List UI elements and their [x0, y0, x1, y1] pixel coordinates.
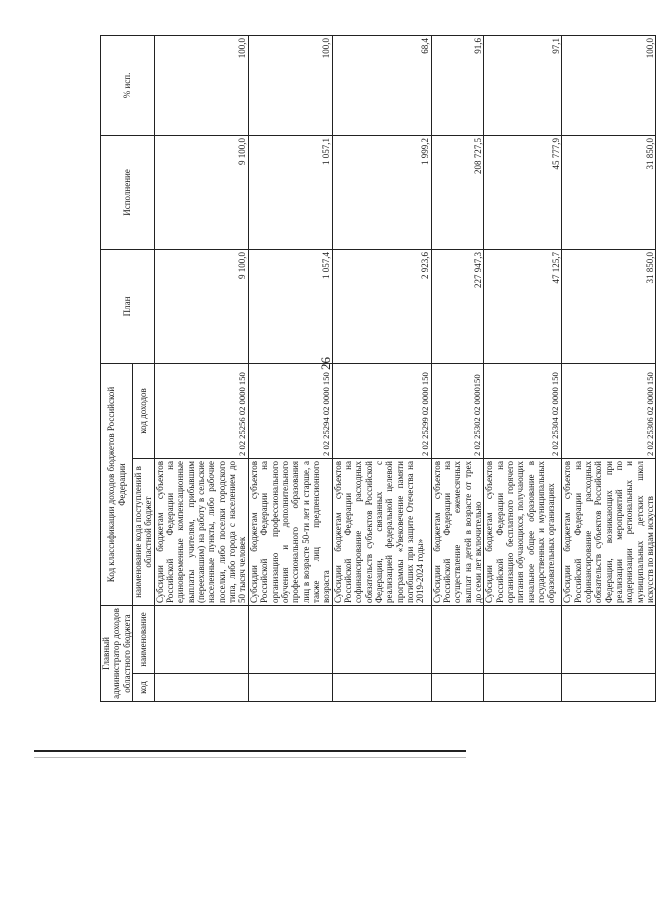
header-main-admin: Главный администратор доходов областного бюджета [101, 606, 133, 702]
revenue-code-cell: 2 02 25302 02 0000150 [431, 363, 484, 458]
admin-name-cell [154, 606, 248, 674]
execution-cell: 45 777,9 [484, 135, 562, 249]
admin-name-cell [332, 606, 431, 674]
revenue-code-cell: 2 02 25256 02 0000 150 [154, 363, 248, 458]
admin-name-cell [431, 606, 484, 674]
revenue-code-cell: 2 02 25299 02 0000 150 [332, 363, 431, 458]
revenue-code-cell: 2 02 25304 02 0000 150 [484, 363, 562, 458]
percent-cell: 97,1 [484, 35, 562, 135]
table-row [431, 35, 484, 701]
plan-cell: 2 923,6 [332, 249, 431, 363]
horizontal-rule-secondary [34, 757, 466, 758]
subheader-revenue-name: наименование кода поступлений в областной бюджет [133, 459, 155, 606]
header-classification-code: Код классификации доходов бюджетов Российской Федерации [101, 363, 133, 605]
header-plan: План [101, 249, 155, 363]
admin-name-cell [562, 606, 656, 674]
revenue-description-cell: Субсидии бюджетам субъектов Российской Федерации на организацию бесплатного горячего питания обучающихся, получающих начальное общее образование в государственных и муниципальных образовательных организациях [484, 459, 562, 606]
percent-cell: 91,6 [431, 35, 484, 135]
table-row [248, 35, 332, 701]
horizontal-rule [34, 750, 466, 752]
admin-code-cell [332, 674, 431, 702]
revenue-description-cell: Субсидии бюджетам субъектов Российской Федерации на софинансирование расходных обязательств субъектов Российской Федерации, связанных с реализацией федеральной целевой программы «Увековечение памяти погибших при защите Отечества на 2019-2024 годы» [332, 459, 431, 606]
page-number: 26 [318, 357, 333, 370]
percent-cell: 100,0 [248, 35, 332, 135]
admin-name-cell [484, 606, 562, 674]
percent-cell: 100,0 [562, 35, 656, 135]
percent-cell: 68,4 [332, 35, 431, 135]
header-row [101, 35, 133, 701]
plan-cell: 47 125,7 [484, 249, 562, 363]
admin-code-cell [562, 674, 656, 702]
table-row [484, 35, 562, 701]
subheader-admin-name: наименование [133, 606, 155, 674]
table-row [154, 35, 248, 701]
revenue-code-cell: 2 02 25294 02 0000 150 [248, 363, 332, 458]
header-execution: Исполнение [101, 135, 155, 249]
plan-cell: 9 100,0 [154, 249, 248, 363]
plan-cell: 31 850,0 [562, 249, 656, 363]
revenue-description-cell: Субсидии бюджетам субъектов Российской Федерации на организацию профессионального обучения и дополнительного профессионального образования лиц в возрасте 50-ти лет и старше, а также лиц предпенсионного возраста [248, 459, 332, 606]
revenue-description-cell: Субсидии бюджетам субъектов Российской Федерации на осуществление ежемесячных выплат на детей в возрасте от трех до семи лет включительно [431, 459, 484, 606]
admin-code-cell [431, 674, 484, 702]
execution-cell: 208 727,5 [431, 135, 484, 249]
revenue-description-cell: Субсидии бюджетам субъектов Российской Федерации на софинансирование расходных обязательств субъектов Российской Федерации, возникающих при реализации мероприятий по модернизации региональных и муниципальных детских школ искусств по видам искусств [562, 459, 656, 606]
execution-cell: 1 999,2 [332, 135, 431, 249]
header-percent: % исп. [101, 35, 155, 135]
subheader-admin-code: код [133, 674, 155, 702]
percent-cell: 100,0 [154, 35, 248, 135]
execution-cell: 1 057,1 [248, 135, 332, 249]
table-row [562, 35, 656, 701]
admin-code-cell [484, 674, 562, 702]
admin-name-cell [248, 606, 332, 674]
execution-cell: 31 850,0 [562, 135, 656, 249]
admin-code-cell [154, 674, 248, 702]
rotated-table-container [100, 36, 656, 702]
admin-code-cell [248, 674, 332, 702]
table-row [332, 35, 431, 701]
execution-cell: 9 100,0 [154, 135, 248, 249]
budget-revenue-table [100, 35, 656, 702]
plan-cell: 1 057,4 [248, 249, 332, 363]
revenue-code-cell: 2 02 25306 02 0000 150 [562, 363, 656, 458]
plan-cell: 227 947,3 [431, 249, 484, 363]
subheader-revenue-code: код доходов [133, 363, 155, 458]
revenue-description-cell: Субсидии бюджетам субъектов Российской Федерации на единовременные компенсационные выплаты учителям, прибывшим (переехавшим) на работу в сельские населенные пункты, либо рабочие поселки, либо поселки городского типа, либо города с населением до 50 тысяч человек [154, 459, 248, 606]
